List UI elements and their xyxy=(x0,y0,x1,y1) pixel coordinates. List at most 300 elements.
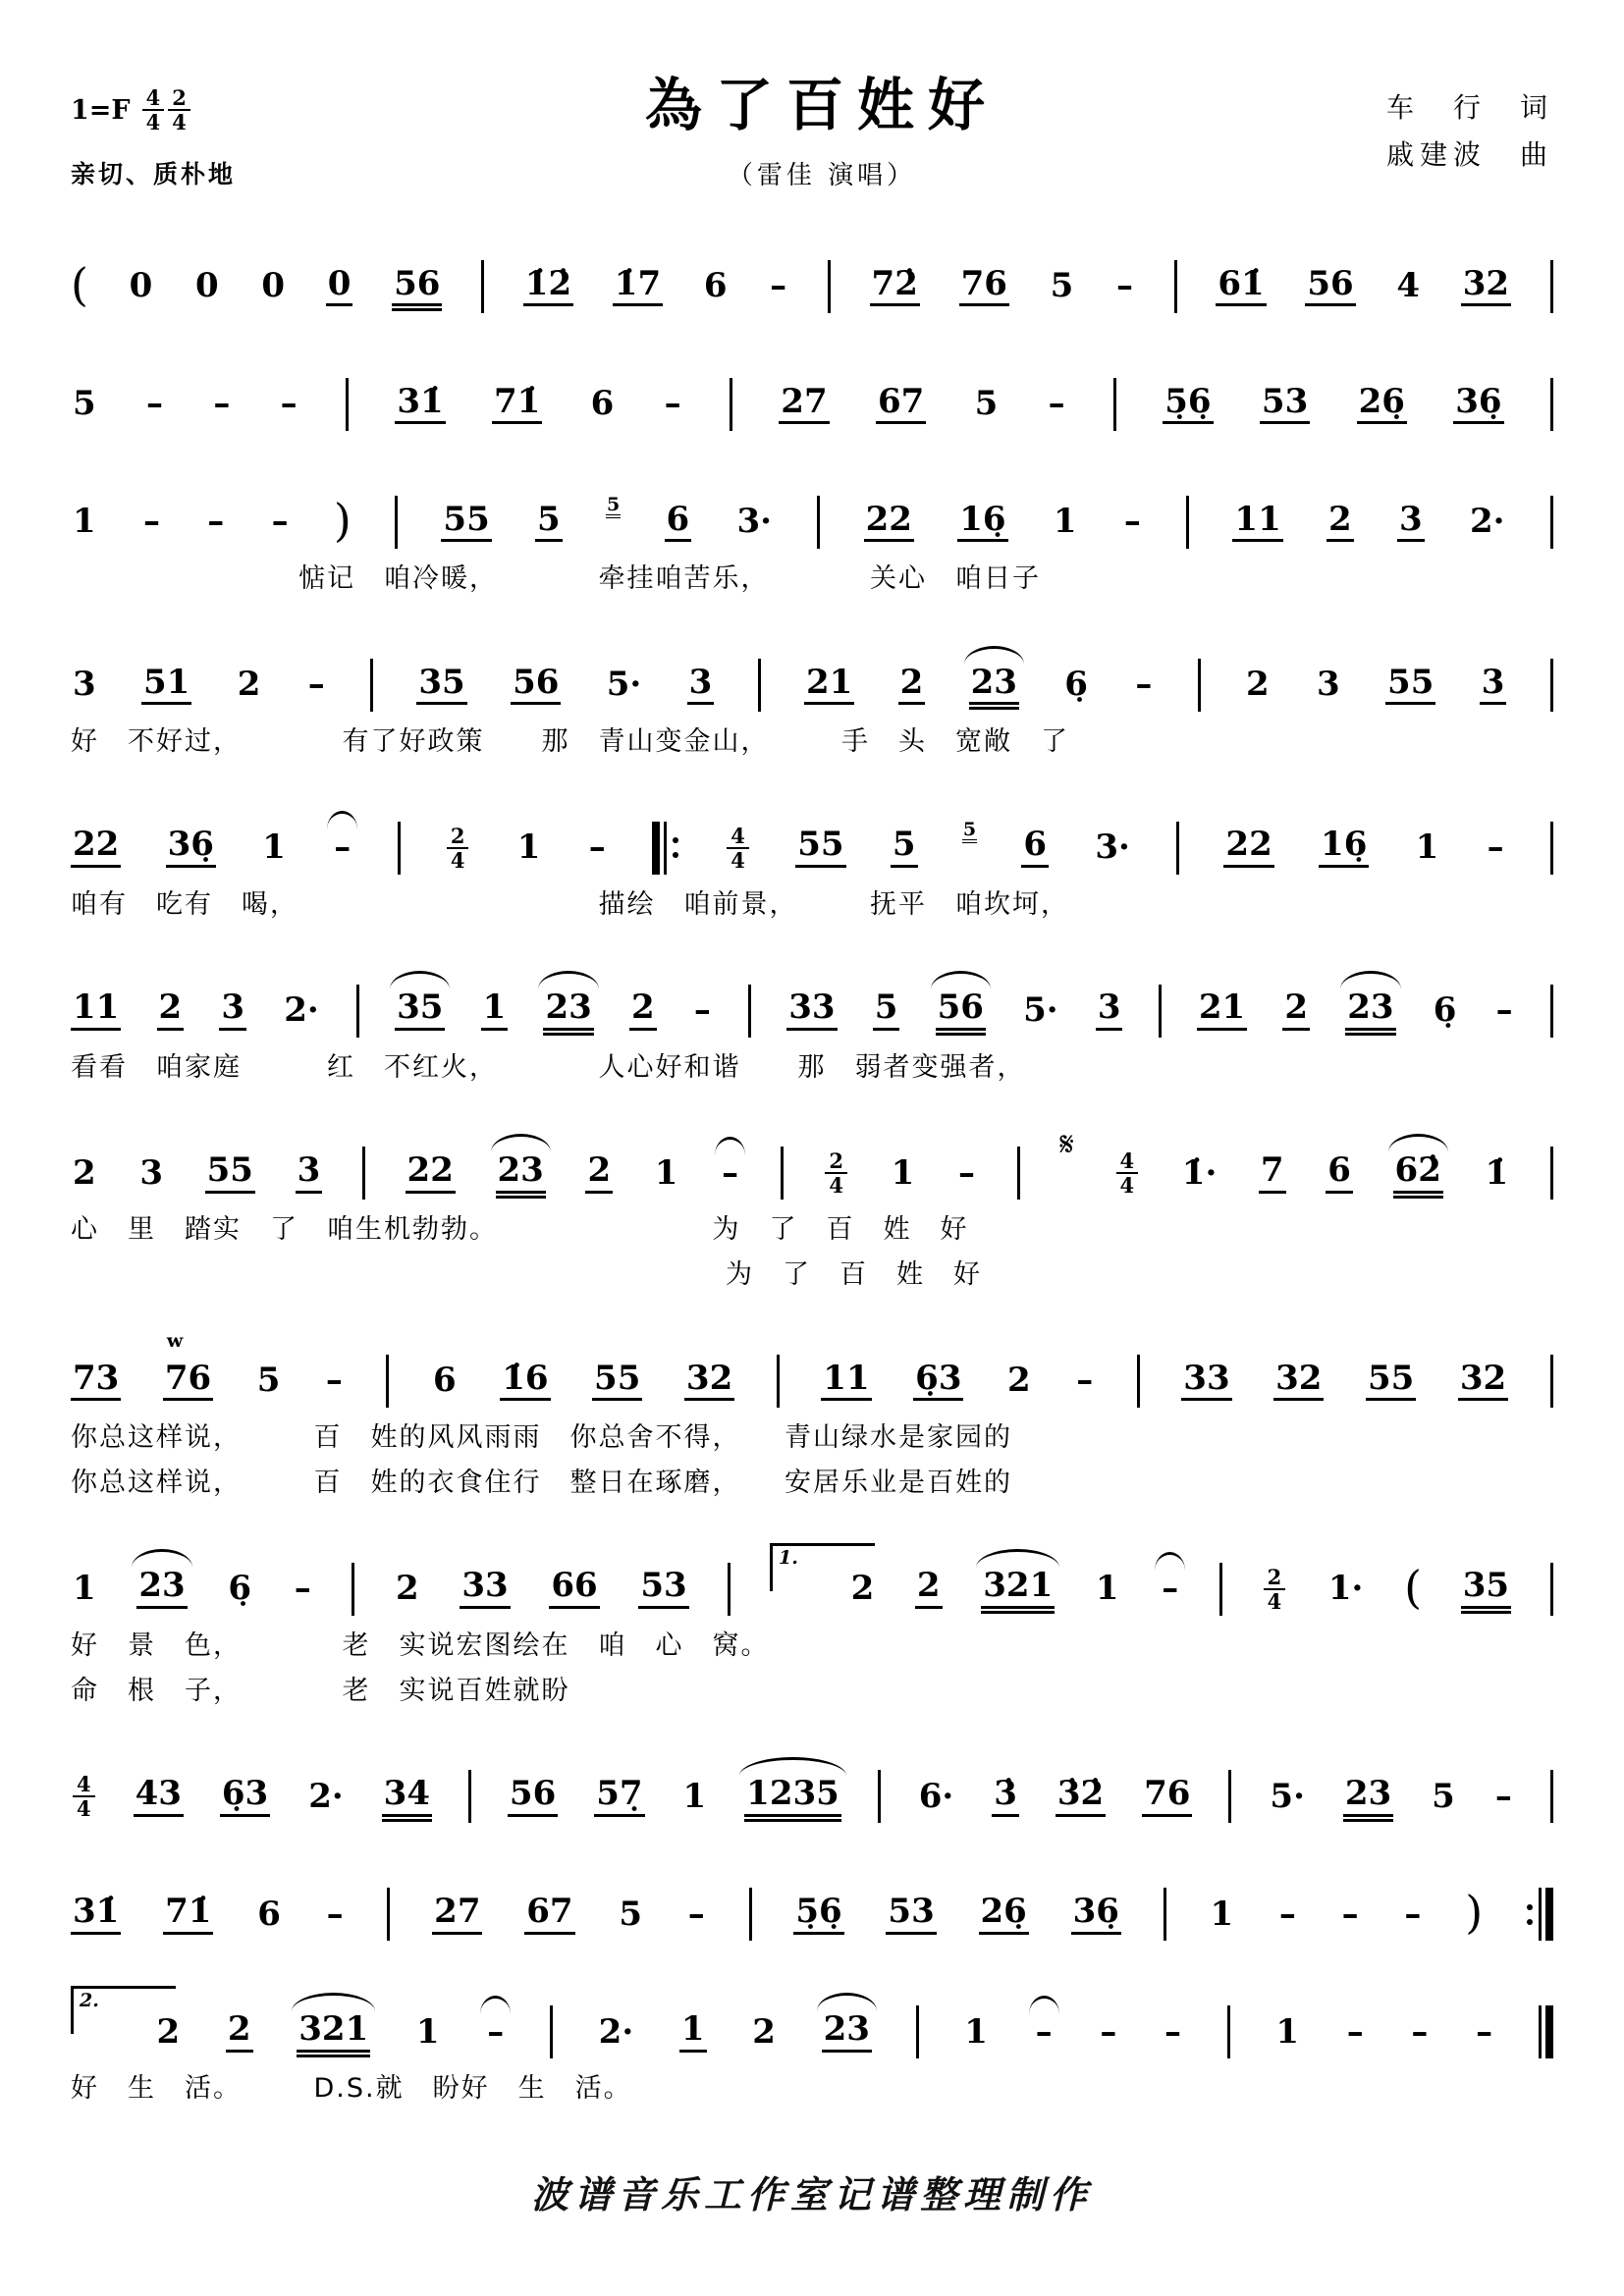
note: 35 xyxy=(1461,1569,1511,1609)
note: 55 xyxy=(1385,666,1435,706)
dash-rest: – xyxy=(687,1894,705,1934)
begin-repeat-barline xyxy=(652,822,680,875)
lyrics-line: 为 了 百 姓 好 xyxy=(71,1259,982,1291)
barline xyxy=(1550,1355,1553,1408)
note: 1 xyxy=(516,827,541,867)
note: 73 xyxy=(71,1362,121,1402)
barline xyxy=(386,1355,389,1408)
note: 6̣ xyxy=(1433,989,1457,1030)
music-system xyxy=(71,949,1553,1089)
note: 55 xyxy=(205,1153,255,1194)
note: 61̇ xyxy=(1216,267,1266,307)
dash-rest: – xyxy=(1346,2011,1364,2052)
dash-rest: – xyxy=(334,827,352,867)
note: 56 xyxy=(511,666,561,706)
ts-denominator: 4 xyxy=(172,110,187,135)
barline xyxy=(346,378,349,431)
note: 31̇ xyxy=(395,385,445,425)
note: 23 xyxy=(822,2012,872,2053)
time-signature xyxy=(825,1149,847,1197)
time-signatures xyxy=(140,86,192,133)
barline xyxy=(916,2005,919,2058)
barline xyxy=(1227,2005,1230,2058)
note: 6 xyxy=(590,384,615,424)
music-line xyxy=(71,949,1553,1043)
note: 62̇ xyxy=(1393,1153,1443,1194)
note: 2 xyxy=(1007,1361,1031,1401)
dash-rest: – xyxy=(1100,2011,1117,2052)
note: 0 xyxy=(326,267,353,307)
note: 2 xyxy=(237,665,261,704)
note: 26̣ xyxy=(1357,385,1407,425)
barline xyxy=(481,260,484,313)
barline xyxy=(1550,822,1553,875)
note: 31̇ xyxy=(71,1895,121,1935)
note: 3 xyxy=(1480,666,1507,706)
note: 1 xyxy=(481,990,509,1031)
note: 1 xyxy=(73,502,96,542)
dash-rest: – xyxy=(1494,1776,1512,1816)
barline xyxy=(362,1147,365,1200)
note: 1̇6 xyxy=(500,1362,550,1402)
note: 6̣3 xyxy=(913,1362,963,1402)
note: 56 xyxy=(1305,267,1355,307)
grace-note: 5 xyxy=(962,821,977,843)
note: 1 xyxy=(1275,2011,1300,2052)
note: 5· xyxy=(1023,989,1058,1030)
note: 5 xyxy=(1050,266,1074,306)
note: 6̣ xyxy=(228,1568,252,1608)
note: 0 xyxy=(129,266,153,306)
music-system xyxy=(71,786,1553,926)
key-signature: 1=F xyxy=(71,94,131,126)
barline xyxy=(728,1563,731,1616)
dash-rest: – xyxy=(1076,1361,1094,1401)
note: 67 xyxy=(876,385,926,425)
lyrics-line: 你总这样说， 百 姓的风风雨雨 你总舍不得， 青山绿水是家园的 xyxy=(71,1422,1012,1454)
ts-numerator: 4 xyxy=(727,825,749,849)
note: 3 xyxy=(1397,503,1425,543)
barline xyxy=(1219,1563,1222,1616)
publisher-credit: 波谱音乐工作室记谱整理制作 xyxy=(530,2172,1093,2217)
ts-numerator: 2 xyxy=(825,1149,847,1174)
note: 21 xyxy=(804,666,854,706)
segno-mark: 𝄋 xyxy=(1059,1125,1074,1165)
note: 6 xyxy=(665,503,692,543)
note: 5· xyxy=(1270,1776,1305,1816)
note: 3 xyxy=(1096,990,1123,1031)
dash-rest: – xyxy=(1476,2011,1493,2052)
note: 2 xyxy=(585,1153,613,1194)
time-signature xyxy=(73,1773,95,1820)
music-line xyxy=(71,225,1553,319)
note: 1 xyxy=(654,1152,678,1193)
barline xyxy=(1198,659,1201,712)
note: 3 xyxy=(1317,665,1340,704)
note: 56 xyxy=(392,267,442,307)
music-system xyxy=(71,1527,1553,1712)
lyrics-line: 好 不好过， 有了好政策 那 青山变金山， 手 头 宽敞 了 xyxy=(71,725,1069,757)
dash-rest: – xyxy=(1495,989,1513,1030)
lyricist-credit: 车 行 词 xyxy=(1385,91,1553,124)
note: 1 xyxy=(73,1568,96,1608)
dash-rest: – xyxy=(1035,2011,1053,2052)
note: 1 xyxy=(964,2011,988,2052)
note: 1̇ xyxy=(1485,1152,1509,1193)
repeat-dots xyxy=(1527,1904,1533,1925)
barline xyxy=(370,659,373,712)
note: 6 xyxy=(1326,1153,1353,1194)
note: 71̇ xyxy=(492,385,542,425)
note: 1 xyxy=(415,2011,440,2052)
note: 51 xyxy=(141,666,191,706)
note: 22 xyxy=(406,1153,456,1194)
note: 35 xyxy=(416,666,466,706)
note: 55 xyxy=(795,828,845,868)
barline xyxy=(781,1147,784,1200)
note: 33 xyxy=(460,1569,510,1609)
ts-numerator: 4 xyxy=(73,1773,95,1797)
repeat-dot xyxy=(673,837,678,843)
music-line xyxy=(71,1735,1553,1829)
note: 55 xyxy=(1366,1362,1416,1402)
ts-numerator: 4 xyxy=(1116,1149,1139,1174)
barline xyxy=(1550,1770,1553,1823)
note: 22 xyxy=(1223,828,1273,868)
dash-rest: – xyxy=(142,502,160,542)
note: 6 xyxy=(1021,828,1049,868)
barline xyxy=(1550,1147,1553,1200)
dash-rest: – xyxy=(1278,1894,1296,1934)
note: 3 xyxy=(73,665,96,704)
volta-bracket: 1. xyxy=(770,1543,875,1591)
music-system xyxy=(71,1735,1553,1829)
note: 3̇ xyxy=(992,1777,1019,1817)
note: 11 xyxy=(1232,503,1282,543)
note: 21 xyxy=(1197,990,1247,1031)
music-line xyxy=(71,1319,1553,1414)
note: 6 xyxy=(703,266,728,306)
note: 0 xyxy=(261,266,286,306)
note: 57̣ xyxy=(594,1777,644,1817)
phrase-paren: ) xyxy=(1465,1886,1484,1940)
repeat-dot xyxy=(1527,1919,1533,1925)
barline xyxy=(1550,496,1553,549)
note: 1 xyxy=(1095,1568,1119,1608)
note: 11 xyxy=(71,990,121,1031)
note: 33 xyxy=(1181,1362,1231,1402)
dash-rest: – xyxy=(326,1894,344,1934)
dash-rest: – xyxy=(146,384,163,424)
dash-rest: – xyxy=(307,665,325,704)
note: 55 xyxy=(441,503,491,543)
note: 23 xyxy=(1343,1777,1393,1817)
final-barline xyxy=(1539,2005,1553,2058)
dash-rest: – xyxy=(487,2011,505,2052)
note: 2 xyxy=(226,2012,253,2053)
barline xyxy=(817,496,820,549)
barline xyxy=(1113,378,1116,431)
note: 72̇ xyxy=(870,267,920,307)
note: 23 xyxy=(1345,990,1395,1031)
note: 2· xyxy=(1469,502,1505,542)
note: 22 xyxy=(71,828,121,868)
barline xyxy=(749,1888,752,1941)
dash-rest: – xyxy=(722,1152,739,1193)
dash-rest: – xyxy=(280,384,298,424)
note: 2 xyxy=(898,666,926,706)
lyrics-line: 咱有 吃有 喝， 描绘 咱前景， 抚平 咱坎坷， xyxy=(71,888,1069,920)
grace-note: 5 xyxy=(606,496,621,518)
lyrics-line: 好 景 色， 老 实说宏图绘在 咱 心 窝。 xyxy=(71,1629,770,1661)
phrase-paren: ( xyxy=(71,258,88,311)
key-and-tempo-block xyxy=(71,59,385,190)
ts-denominator: 4 xyxy=(731,847,745,873)
note: 6̣3 xyxy=(220,1777,270,1817)
barline xyxy=(398,822,401,875)
music-system xyxy=(71,1111,1553,1296)
repeat-dot xyxy=(1527,1904,1533,1910)
barline xyxy=(777,1355,780,1408)
dash-rest: – xyxy=(325,1361,343,1401)
barline xyxy=(1137,1355,1140,1408)
credits-block xyxy=(1259,59,1553,178)
barline xyxy=(1174,260,1177,313)
music-line xyxy=(71,786,1553,881)
note: 56 xyxy=(508,1777,558,1817)
note: 26̣ xyxy=(979,1895,1029,1935)
barline xyxy=(1539,2005,1542,2058)
note: 36̣ xyxy=(166,828,216,868)
note: 2 xyxy=(73,1152,96,1193)
time-signature xyxy=(727,825,749,872)
barline xyxy=(387,1888,390,1941)
note: 5 xyxy=(974,384,999,424)
lyrics-line: 惦记 咱冷暖， 牵挂咱苦乐， 关心 咱日子 xyxy=(71,563,1041,594)
note: 1̇7 xyxy=(613,267,663,307)
note: 1̇· xyxy=(1181,1152,1218,1193)
note: 7 xyxy=(1259,1153,1286,1194)
phrase-paren: ) xyxy=(333,494,352,547)
time-signature xyxy=(1264,1566,1286,1613)
barline xyxy=(748,985,751,1038)
time-signature xyxy=(1116,1149,1139,1197)
barline xyxy=(1159,985,1162,1038)
note: 3· xyxy=(736,502,772,542)
note: 27 xyxy=(779,385,829,425)
note: 32 xyxy=(1461,267,1511,307)
dash-rest: – xyxy=(1341,1894,1359,1934)
note: 33 xyxy=(786,990,837,1031)
barline xyxy=(758,659,761,712)
dash-rest: – xyxy=(1123,502,1141,542)
phrase-paren: ( xyxy=(1404,1560,1423,1614)
note: 53 xyxy=(638,1569,688,1609)
music-line xyxy=(71,1852,1553,1947)
note: 16̣ xyxy=(1319,828,1369,868)
dash-rest: – xyxy=(271,502,289,542)
note: 5 xyxy=(256,1361,281,1401)
dash-rest: – xyxy=(1135,665,1153,704)
dash-rest: – xyxy=(1162,1568,1179,1608)
barline xyxy=(1550,985,1553,1038)
repeat-dots xyxy=(673,837,678,858)
ts-numerator: 2 xyxy=(1264,1566,1286,1590)
music-system xyxy=(71,1852,1553,1947)
barline xyxy=(878,1770,881,1823)
barline-thick xyxy=(1545,2005,1553,2058)
ts-denominator: 4 xyxy=(1267,1588,1282,1614)
score xyxy=(71,225,1553,2109)
music-line xyxy=(71,460,1553,555)
composer-credit: 戚建波 曲 xyxy=(1385,137,1553,171)
note: 36̣ xyxy=(1071,1895,1121,1935)
note: 321 xyxy=(297,2012,370,2053)
note: 0 xyxy=(195,266,219,306)
note: 2 xyxy=(1282,990,1310,1031)
performer-subtitle: （雷佳 演唱） xyxy=(727,161,917,190)
note: 2 xyxy=(915,1569,943,1609)
note: 2 xyxy=(850,1568,875,1608)
music-system xyxy=(71,1319,1553,1504)
barline xyxy=(1550,659,1553,712)
lyrics-line: 好 生 活。 D.S.就 盼好 生 活。 xyxy=(71,2073,632,2105)
dash-rest: – xyxy=(588,827,606,867)
ts-numerator: 4 xyxy=(142,86,165,111)
note: 2 xyxy=(396,1568,419,1608)
barline xyxy=(1186,496,1189,549)
note: 2 xyxy=(1326,503,1354,543)
music-line xyxy=(71,343,1553,437)
note: 5 xyxy=(73,384,96,424)
time-signature xyxy=(447,825,469,872)
ts-denominator: 4 xyxy=(1119,1173,1135,1199)
dash-rest: – xyxy=(207,502,225,542)
barline xyxy=(1228,1770,1231,1823)
note: 1 xyxy=(1210,1894,1234,1934)
dash-rest: – xyxy=(1164,2011,1181,2052)
note: 11 xyxy=(821,1362,871,1402)
dash-rest: – xyxy=(1115,266,1133,306)
note: 4 xyxy=(1396,266,1421,306)
note: 71̇ xyxy=(163,1895,213,1935)
note: 5 xyxy=(619,1894,643,1934)
note: 3̇2̇ xyxy=(1056,1777,1106,1817)
ts-numerator: 2 xyxy=(447,825,469,849)
barline xyxy=(1017,1147,1020,1200)
barline xyxy=(1176,822,1179,875)
note: 2· xyxy=(308,1776,344,1816)
time-signature xyxy=(142,86,165,133)
dash-rest: – xyxy=(957,1152,975,1193)
ts-denominator: 4 xyxy=(77,1796,91,1822)
music-line xyxy=(71,1111,1553,1205)
music-system xyxy=(71,460,1553,600)
note: 32 xyxy=(684,1362,734,1402)
dash-rest: – xyxy=(693,989,711,1030)
note: 1235 xyxy=(744,1777,841,1817)
note: 6 xyxy=(432,1361,457,1401)
dash-rest: – xyxy=(294,1568,311,1608)
note: 5 xyxy=(891,828,918,868)
repeat-dot xyxy=(673,852,678,858)
note: 1 xyxy=(891,1152,915,1193)
barline xyxy=(1550,260,1553,313)
note: 5 xyxy=(873,990,900,1031)
note: 32 xyxy=(1273,1362,1324,1402)
note: 66 xyxy=(549,1569,599,1609)
music-system xyxy=(71,343,1553,437)
lyrics-line: 看看 咱家庭 红 不红火， 人心好和谐 那 弱者变强者， xyxy=(71,1051,1026,1083)
note: 76 xyxy=(1142,1777,1192,1817)
dash-rest: – xyxy=(1487,827,1504,867)
note: 2· xyxy=(284,989,319,1030)
end-repeat-barline xyxy=(1525,1888,1553,1941)
note: 67 xyxy=(524,1895,574,1935)
ts-denominator: 4 xyxy=(450,847,465,873)
barline xyxy=(730,378,732,431)
note: 1 xyxy=(1053,502,1077,542)
note: 1 xyxy=(1415,827,1439,867)
note: 5̣6̣ xyxy=(793,1895,843,1935)
note: 2 xyxy=(1246,665,1270,704)
barline xyxy=(352,1563,354,1616)
note: 55 xyxy=(592,1362,642,1402)
note: 2 xyxy=(752,2011,776,2052)
note: 2 xyxy=(156,2011,181,2052)
barline xyxy=(828,260,831,313)
note: 1 xyxy=(682,1776,707,1816)
barline-thick xyxy=(652,822,660,875)
note: 1 xyxy=(262,827,286,867)
lyrics-line: 命 根 子， 老 实说百姓就盼 xyxy=(71,1675,570,1706)
music-line xyxy=(71,623,1553,718)
barline xyxy=(1550,1563,1553,1616)
note: 23 xyxy=(136,1569,187,1609)
note: 6 xyxy=(257,1894,281,1934)
note: 23 xyxy=(969,666,1019,706)
key-line xyxy=(71,86,385,133)
note: w 76 xyxy=(163,1362,213,1402)
barline xyxy=(1550,378,1553,431)
ts-denominator: 4 xyxy=(829,1173,844,1199)
note: 5 xyxy=(1432,1776,1455,1816)
note: 3· xyxy=(1095,827,1130,867)
barline xyxy=(1539,1888,1542,1941)
note: 27 xyxy=(432,1895,482,1935)
note: 53 xyxy=(886,1895,936,1935)
note: 56 xyxy=(936,990,986,1031)
note: 321 xyxy=(981,1569,1055,1609)
ts-denominator: 4 xyxy=(145,110,161,135)
note: 3 xyxy=(139,1152,163,1193)
barline xyxy=(550,2005,553,2058)
note: 1· xyxy=(1327,1568,1364,1608)
music-line xyxy=(71,1970,1553,2064)
music-system xyxy=(71,225,1553,319)
lyrics-line: 心 里 踏实 了 咱生机勃勃。 为 了 百 姓 好 xyxy=(71,1214,969,1246)
title-block xyxy=(385,59,1259,191)
note: 3 xyxy=(687,666,715,706)
lyrics-line: 你总这样说， 百 姓的衣食住行 整日在琢磨， 安居乐业是百姓的 xyxy=(71,1467,1012,1498)
note: 53 xyxy=(1260,385,1310,425)
note: 35 xyxy=(395,990,445,1031)
note: 1 xyxy=(679,2012,707,2053)
ts-numerator: 2 xyxy=(168,86,190,111)
note: 3 xyxy=(296,1153,323,1194)
note: 2 xyxy=(157,990,185,1031)
note: 1̇2̇ xyxy=(523,267,573,307)
